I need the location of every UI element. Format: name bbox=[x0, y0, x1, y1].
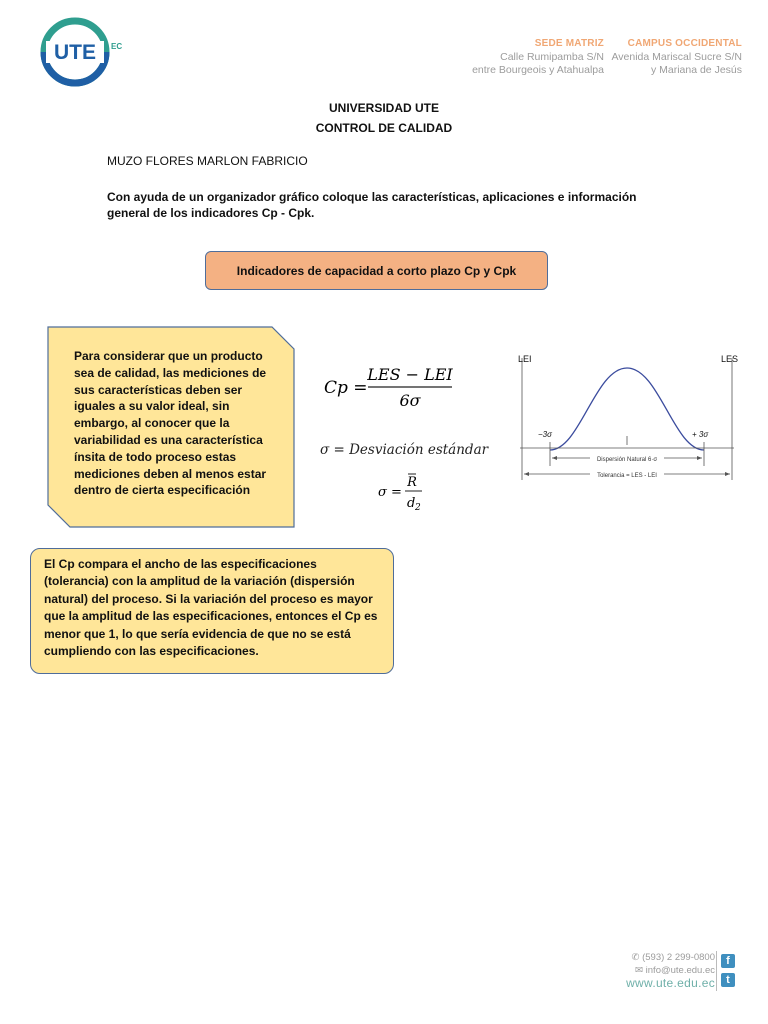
mail-icon: ✉ bbox=[635, 965, 646, 976]
lei-label: LEI bbox=[518, 354, 532, 364]
sigma-formula-numerator: R bbox=[407, 475, 417, 490]
bell-curve-diagram bbox=[510, 350, 745, 482]
ute-logo-icon bbox=[40, 17, 110, 87]
footer-phone bbox=[610, 951, 715, 964]
cp-formula-lhs: Cp = bbox=[324, 378, 368, 398]
note-definition-text: Para considerar que un producto sea de calidad, las mediciones de sus características deben ser iguales a su valor ideal, sin embargo, al conocer que la variabilidad es una característica ínsita de todo proceso estas mediciones deben al menos estar dentro de cierta especificación bbox=[74, 349, 267, 498]
footer-email-text: info@ute.edu.ec bbox=[645, 965, 715, 976]
logo-text: UTE bbox=[54, 41, 96, 64]
course-title: CONTROL DE CALIDAD bbox=[315, 121, 453, 135]
les-label: LES bbox=[721, 354, 739, 364]
logo-suffix: EC bbox=[111, 42, 123, 51]
twitter-icon[interactable]: t bbox=[721, 973, 735, 987]
minus-3-sigma-label: −3σ bbox=[538, 430, 552, 439]
facebook-icon[interactable]: f bbox=[721, 954, 735, 968]
footer-website: www.ute.edu.ec bbox=[626, 976, 715, 990]
sigma-definition: σ = Desviación estándar bbox=[320, 442, 489, 458]
sede-matriz-line2: entre Bourgeois y Atahualpa bbox=[472, 64, 604, 76]
dispersion-label: Dispersión Natural 6·σ bbox=[596, 457, 658, 463]
university-title: UNIVERSIDAD UTE bbox=[328, 101, 439, 115]
cp-formula-numerator: LES − LEI bbox=[367, 365, 453, 384]
banner-text: Indicadores de capacidad a corto plazo Cp y Cpk bbox=[236, 263, 517, 278]
sede-matriz-address bbox=[470, 37, 604, 78]
footer-phone-text: (593) 2 299-0800 bbox=[642, 952, 715, 963]
sigma-formula-denominator: d bbox=[407, 496, 416, 511]
campus-occidental-title: CAMPUS OCCIDENTAL bbox=[627, 38, 742, 49]
footer-divider bbox=[716, 951, 717, 991]
cp-explanation-text: El Cp compara el ancho de las especificaciones (tolerancia) con la amplitud de la variación (dispersión natural) del proceso. Si la variación del proceso es mayor que la amplitud de las especificaciones, entonces el Cp es menor que 1, lo que sería evidencia de que no se está cumpliendo con las especificaciones. bbox=[44, 557, 378, 659]
footer-contact bbox=[610, 951, 715, 990]
campus-occidental-line2: y Mariana de Jesús bbox=[650, 64, 742, 76]
instruction-text: Con ayuda de un organizador gráfico coloque las características, aplicaciones e información general de los indicadores Cp - Cpk. bbox=[107, 190, 637, 220]
plus-3-sigma-label: + 3σ bbox=[692, 430, 709, 439]
student-name: MUZO FLORES MARLON FABRICIO bbox=[107, 154, 308, 168]
phone-icon: ✆ bbox=[631, 952, 643, 963]
tolerance-label: Tolerancia = LES - LEI bbox=[597, 473, 657, 479]
sede-matriz-title: SEDE MATRIZ bbox=[534, 38, 604, 49]
cp-formula-denominator: 6σ bbox=[399, 391, 421, 410]
sigma-formula-subscript: 2 bbox=[415, 503, 421, 513]
cp-formula bbox=[322, 360, 462, 412]
campus-occidental-line1: Avenida Mariscal Sucre S/N bbox=[611, 50, 742, 63]
banner-heading bbox=[205, 251, 548, 290]
sede-matriz-line1: Calle Rumipamba S/N bbox=[500, 50, 604, 63]
sigma-formula bbox=[378, 470, 428, 514]
sigma-formula-lhs: σ = bbox=[378, 485, 402, 500]
campus-occidental-address bbox=[608, 37, 742, 78]
